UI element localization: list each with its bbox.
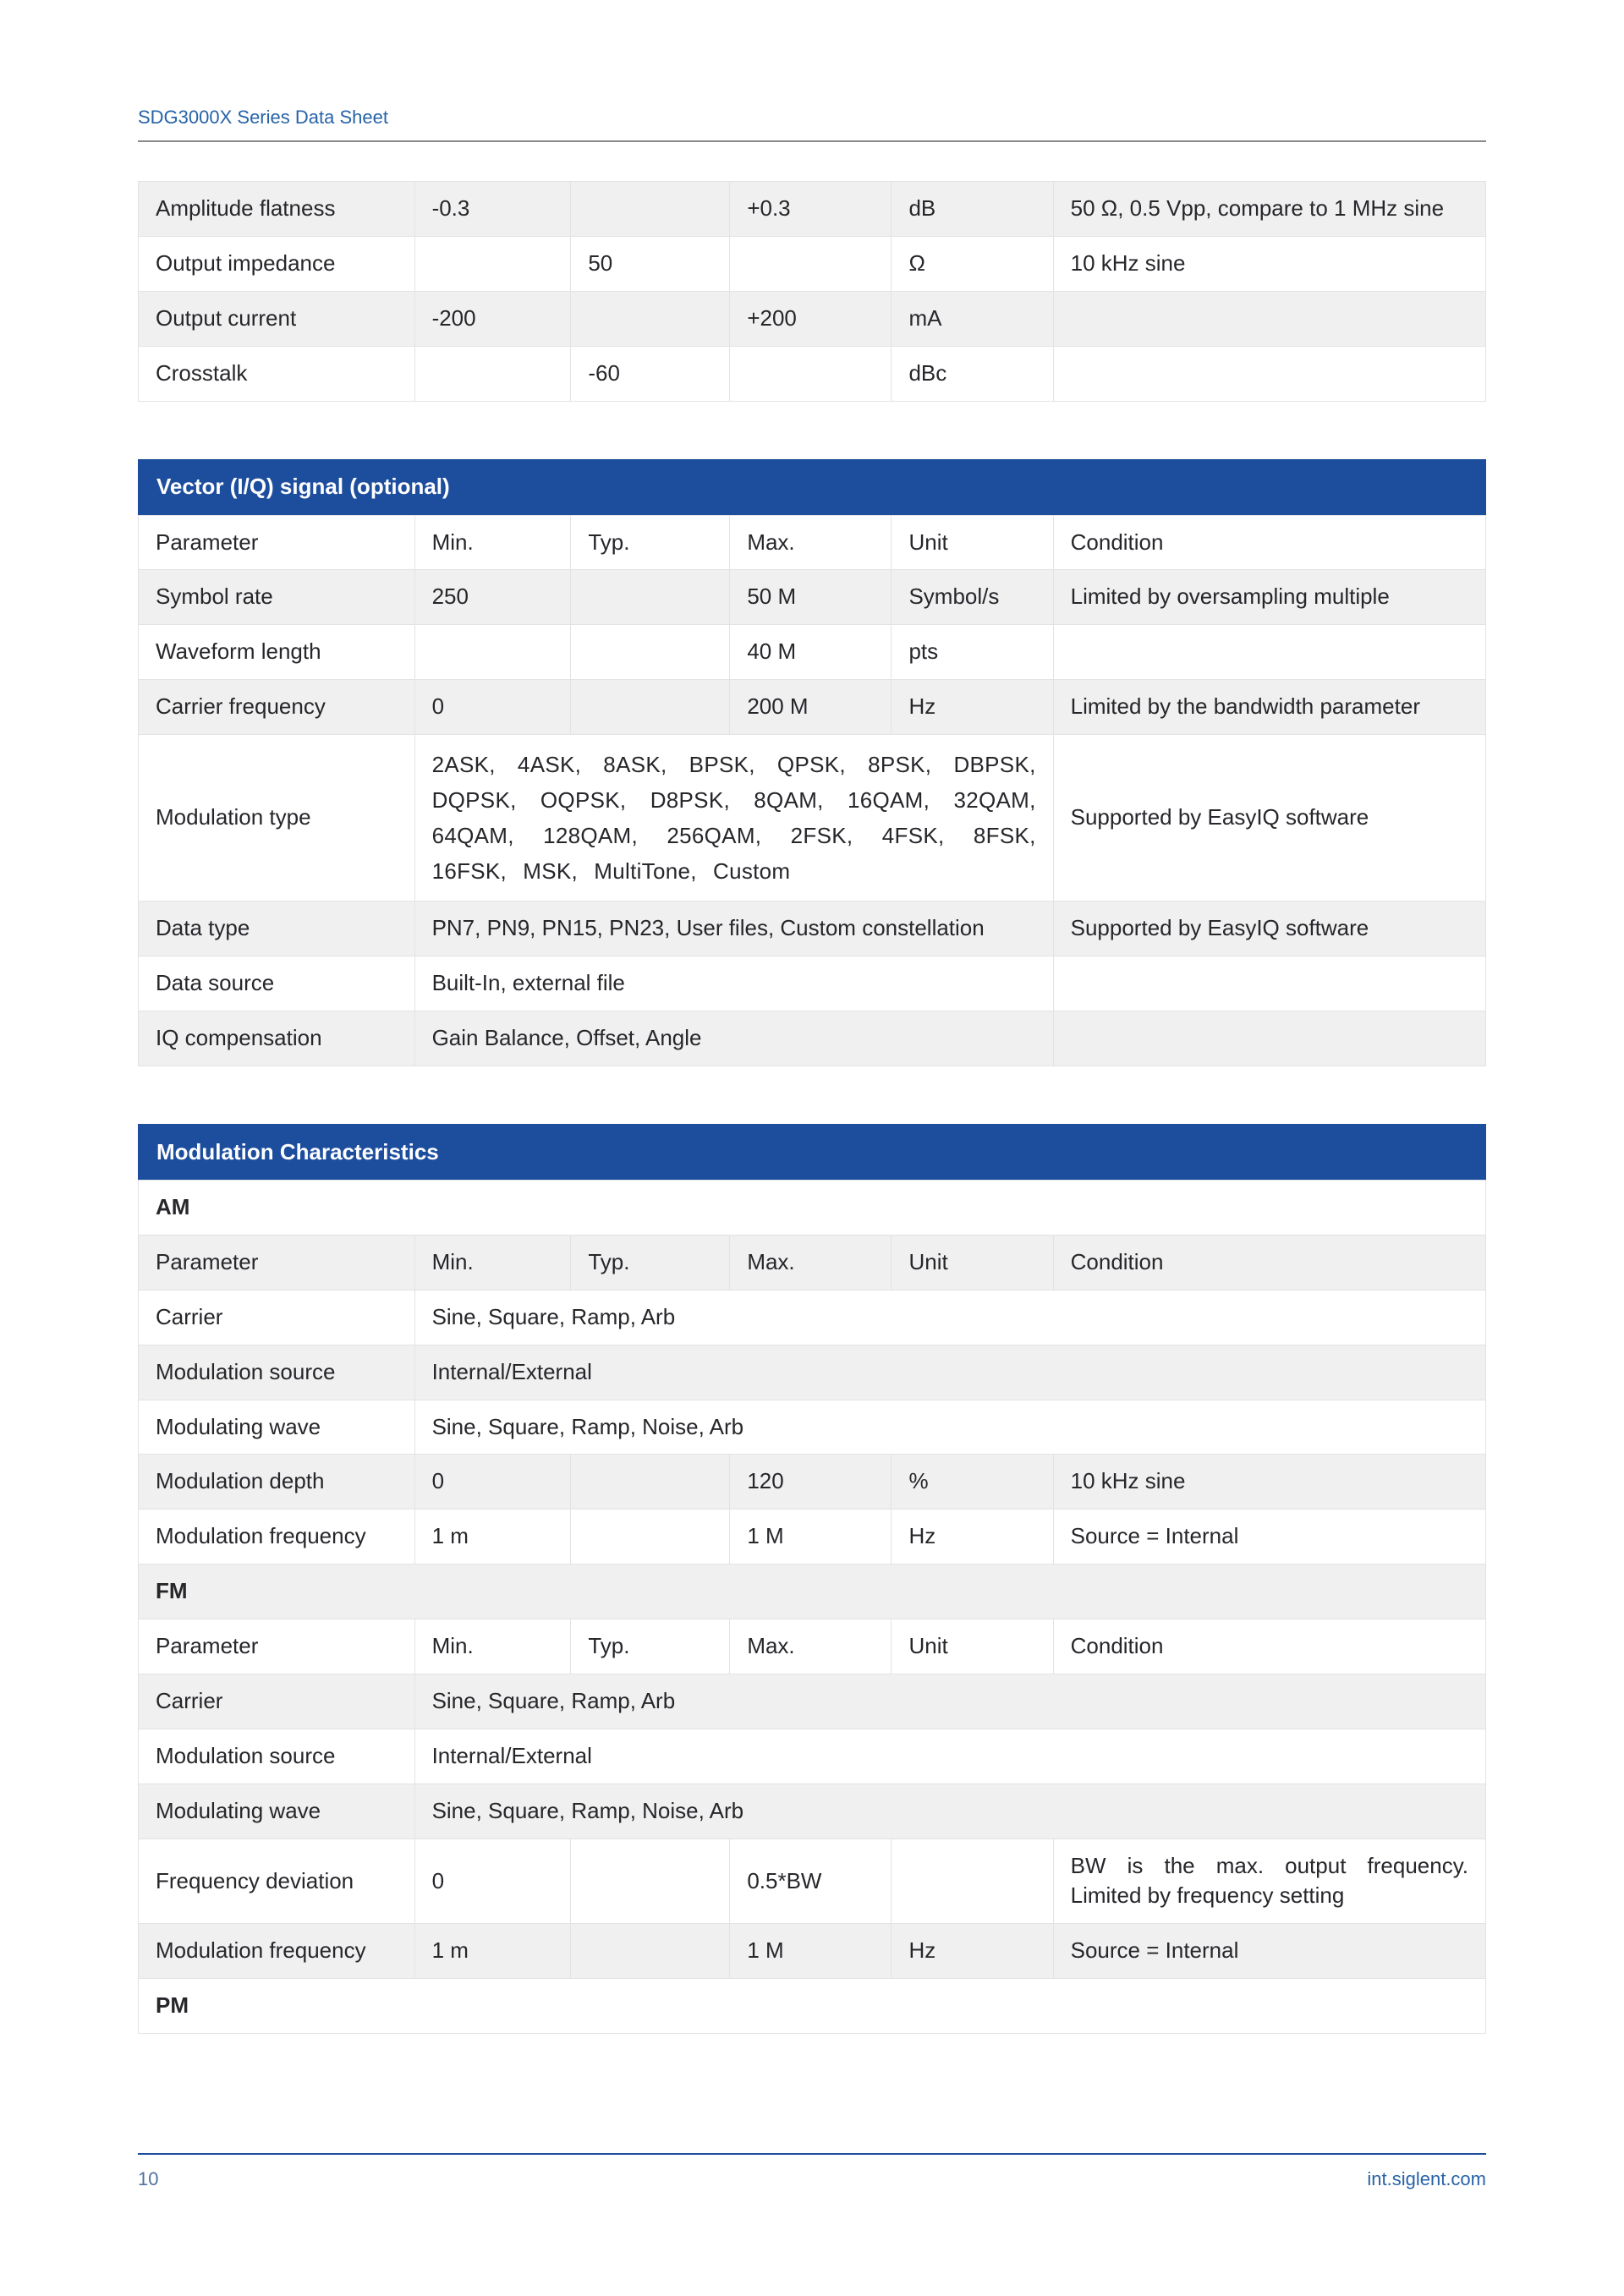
table-cell: Modulation frequency <box>139 1510 415 1564</box>
table-cell: 0 <box>414 680 571 735</box>
table-cell <box>1053 1011 1485 1066</box>
table-row <box>139 1924 1486 1979</box>
page-footer <box>138 2153 1486 2190</box>
table-row <box>139 236 1486 291</box>
table-cell: Min. <box>414 515 571 570</box>
table-cell: Min. <box>414 1619 571 1674</box>
footer-site-link[interactable]: int.siglent.com <box>1367 2168 1486 2189</box>
table-cell: Waveform length <box>139 625 415 680</box>
table-cell: Carrier <box>139 1290 415 1345</box>
table-cell: Parameter <box>139 1235 415 1290</box>
page-content <box>138 181 1486 2034</box>
table-cell: Condition <box>1053 1235 1485 1290</box>
page-number: 10 <box>138 2168 159 2189</box>
table-row <box>139 346 1486 401</box>
table-cell: dB <box>892 182 1053 237</box>
table-cell: Hz <box>892 1924 1053 1979</box>
table-cell: Amplitude flatness <box>139 182 415 237</box>
table-cell <box>1053 956 1485 1011</box>
table-cell: 200 M <box>730 680 892 735</box>
table-cell: Max. <box>730 1235 892 1290</box>
table-cell <box>571 1924 730 1979</box>
table-cell <box>1053 291 1485 346</box>
table-cell: Min. <box>414 1235 571 1290</box>
table-row <box>139 680 1486 735</box>
table-cell: 250 <box>414 570 571 625</box>
table-row <box>139 291 1486 346</box>
table-cell: Typ. <box>571 1235 730 1290</box>
table-row <box>139 1235 1486 1290</box>
table-cell: Max. <box>730 1619 892 1674</box>
table-cell: Modulation source <box>139 1345 415 1400</box>
table-cell: Modulation frequency <box>139 1924 415 1979</box>
table-cell <box>730 346 892 401</box>
table-row <box>139 1400 1486 1455</box>
table-cell: 50 <box>571 236 730 291</box>
table-cell: Source = Internal <box>1053 1924 1485 1979</box>
section-header-cell: PM <box>139 1979 1486 2034</box>
table-cell <box>571 1838 730 1924</box>
table-cell <box>414 346 571 401</box>
table-cell <box>414 625 571 680</box>
table-cell: Unit <box>892 515 1053 570</box>
table-cell: Limited by oversampling multiple <box>1053 570 1485 625</box>
table-row <box>139 1455 1486 1510</box>
table-row <box>139 1784 1486 1838</box>
table-row <box>139 570 1486 625</box>
table-row <box>139 1979 1486 2034</box>
table-row <box>139 515 1486 570</box>
table-cell: Data type <box>139 901 415 956</box>
table-cell: Data source <box>139 956 415 1011</box>
table-cell: 10 kHz sine <box>1053 236 1485 291</box>
table-cell <box>892 1838 1053 1924</box>
table-row <box>139 1290 1486 1345</box>
table-cell: Output current <box>139 291 415 346</box>
table-cell: 0.5*BW <box>730 1838 892 1924</box>
table-cell: Hz <box>892 1510 1053 1564</box>
table-cell: Limited by the bandwidth parameter <box>1053 680 1485 735</box>
table-cell: Sine, Square, Ramp, Arb <box>414 1290 1485 1345</box>
modulation-characteristics-title: Modulation Characteristics <box>138 1124 1486 1180</box>
table-cell: Modulation depth <box>139 1455 415 1510</box>
table-cell: Crosstalk <box>139 346 415 401</box>
table-cell: Frequency deviation <box>139 1838 415 1924</box>
table-cell <box>571 625 730 680</box>
table-cell: Condition <box>1053 515 1485 570</box>
table-cell: 1 M <box>730 1924 892 1979</box>
table-cell: Supported by EasyIQ software <box>1053 901 1485 956</box>
table-cell: Typ. <box>571 1619 730 1674</box>
table-row <box>139 182 1486 237</box>
table-cell: 0 <box>414 1838 571 1924</box>
table-cell: Modulating wave <box>139 1400 415 1455</box>
table-cell: 120 <box>730 1455 892 1510</box>
table-cell: 0 <box>414 1455 571 1510</box>
table-cell: BW is the max. output frequency. Limited by frequency setting <box>1053 1838 1485 1924</box>
output-specs-section <box>138 181 1486 402</box>
table-cell <box>414 236 571 291</box>
table-cell: 40 M <box>730 625 892 680</box>
table-cell <box>571 570 730 625</box>
vector-iq-section <box>138 459 1486 1067</box>
table-row <box>139 1510 1486 1564</box>
table-cell: Symbol/s <box>892 570 1053 625</box>
table-cell <box>730 236 892 291</box>
table-cell: dBc <box>892 346 1053 401</box>
table-cell: Sine, Square, Ramp, Arb <box>414 1674 1485 1729</box>
table-cell: -200 <box>414 291 571 346</box>
table-cell: Built-In, external file <box>414 956 1053 1011</box>
table-row <box>139 1674 1486 1729</box>
table-row <box>139 625 1486 680</box>
table-cell: mA <box>892 291 1053 346</box>
table-cell: 1 M <box>730 1510 892 1564</box>
table-cell <box>571 680 730 735</box>
table-cell <box>571 1455 730 1510</box>
table-cell: pts <box>892 625 1053 680</box>
table-cell: Carrier <box>139 1674 415 1729</box>
modulation-characteristics-section <box>138 1124 1486 2034</box>
table-row <box>139 1564 1486 1619</box>
table-row <box>139 1619 1486 1674</box>
table-cell <box>571 1510 730 1564</box>
vector-iq-title: Vector (I/Q) signal (optional) <box>138 459 1486 515</box>
table-cell: 1 m <box>414 1924 571 1979</box>
table-row <box>139 735 1486 901</box>
section-header-cell: AM <box>139 1181 1486 1236</box>
table-cell: Gain Balance, Offset, Angle <box>414 1011 1053 1066</box>
table-cell <box>571 291 730 346</box>
table-cell: Modulating wave <box>139 1784 415 1838</box>
table-cell: -0.3 <box>414 182 571 237</box>
table-cell: +200 <box>730 291 892 346</box>
table-row <box>139 901 1486 956</box>
table-cell: Modulation source <box>139 1729 415 1784</box>
table-row <box>139 1181 1486 1236</box>
table-cell: Typ. <box>571 515 730 570</box>
table-cell <box>571 182 730 237</box>
table-row <box>139 956 1486 1011</box>
table-row <box>139 1345 1486 1400</box>
table-cell: 2ASK, 4ASK, 8ASK, BPSK, QPSK, 8PSK, DBPSK, DQPSK, OQPSK, D8PSK, 8QAM, 16QAM, 32QAM, 64QAM, 128QAM, 256QAM, 2FSK, 4FSK, 8FSK, 16FSK, MSK, MultiTone, Custom <box>414 735 1053 901</box>
table-cell: 1 m <box>414 1510 571 1564</box>
table-cell: +0.3 <box>730 182 892 237</box>
table-cell: % <box>892 1455 1053 1510</box>
table-cell: -60 <box>571 346 730 401</box>
table-cell: Max. <box>730 515 892 570</box>
table-row <box>139 1729 1486 1784</box>
table-cell: Unit <box>892 1619 1053 1674</box>
header-title: SDG3000X Series Data Sheet <box>138 107 1486 142</box>
table-row <box>139 1011 1486 1066</box>
table-cell: Sine, Square, Ramp, Noise, Arb <box>414 1400 1485 1455</box>
table-cell: PN7, PN9, PN15, PN23, User files, Custom constellation <box>414 901 1053 956</box>
table-cell: Source = Internal <box>1053 1510 1485 1564</box>
table-row <box>139 1838 1486 1924</box>
page-header <box>138 0 1486 142</box>
vector-iq-table <box>138 515 1486 1067</box>
table-cell: Supported by EasyIQ software <box>1053 735 1485 901</box>
table-cell: Parameter <box>139 1619 415 1674</box>
table-cell: Unit <box>892 1235 1053 1290</box>
table-cell <box>1053 625 1485 680</box>
modulation-characteristics-table <box>138 1180 1486 2034</box>
table-cell: Parameter <box>139 515 415 570</box>
table-cell: Output impedance <box>139 236 415 291</box>
table-cell: Internal/External <box>414 1345 1485 1400</box>
output-specs-table <box>138 181 1486 402</box>
table-cell: Ω <box>892 236 1053 291</box>
table-cell <box>1053 346 1485 401</box>
table-cell: 50 Ω, 0.5 Vpp, compare to 1 MHz sine <box>1053 182 1485 237</box>
table-cell: 50 M <box>730 570 892 625</box>
table-cell: Symbol rate <box>139 570 415 625</box>
table-cell: Internal/External <box>414 1729 1485 1784</box>
table-cell: Hz <box>892 680 1053 735</box>
table-cell: Sine, Square, Ramp, Noise, Arb <box>414 1784 1485 1838</box>
table-cell: Condition <box>1053 1619 1485 1674</box>
table-cell: Carrier frequency <box>139 680 415 735</box>
table-cell: 10 kHz sine <box>1053 1455 1485 1510</box>
table-cell: IQ compensation <box>139 1011 415 1066</box>
table-cell: Modulation type <box>139 735 415 901</box>
section-header-cell: FM <box>139 1564 1486 1619</box>
